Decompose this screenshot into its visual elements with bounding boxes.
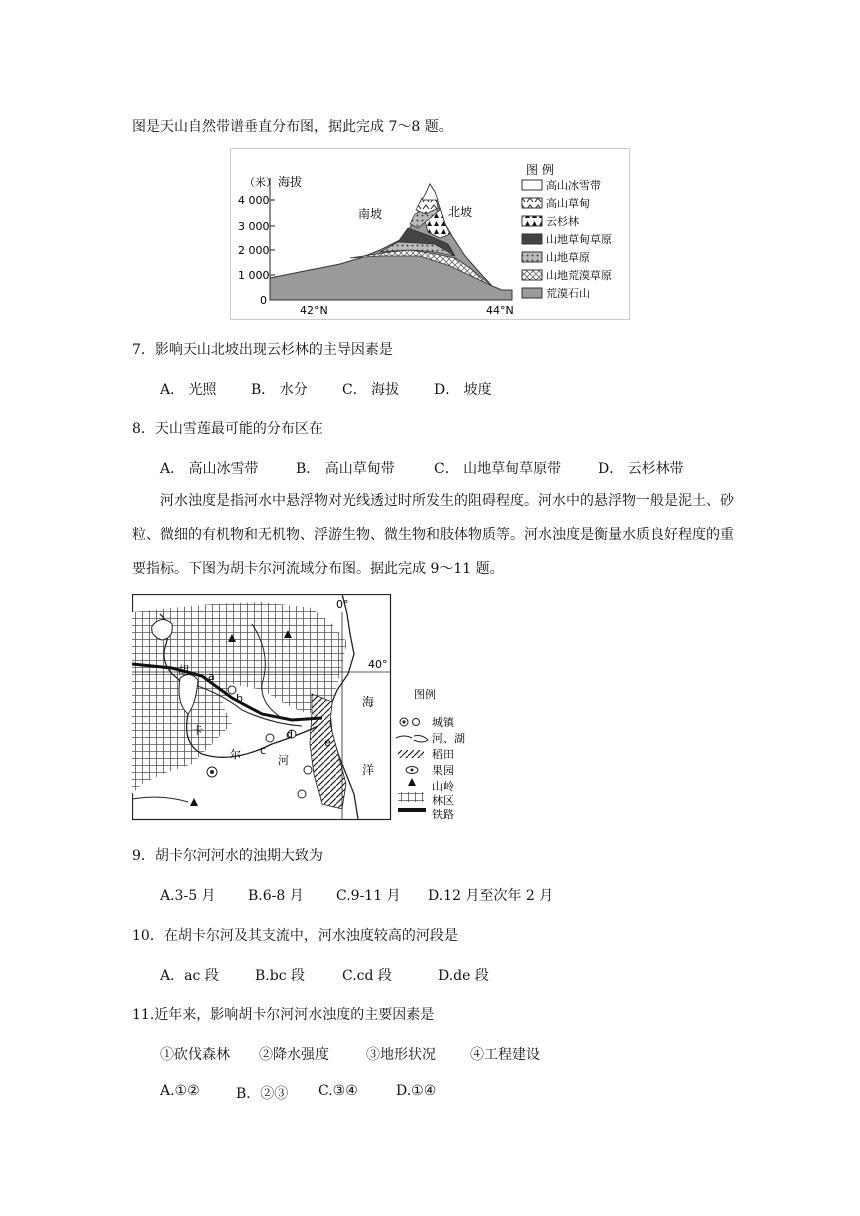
fig2-legend-item: 山岭 [432,780,454,793]
q8-stem: 8．天山雪莲最可能的分布区在 [132,421,323,437]
fig2-sea-char: 洋 [362,763,375,777]
fig2-legend-item: 林区 [432,794,454,807]
fig2-river-char: 尔 [230,748,241,761]
q11-option-c[interactable]: C.③④ [318,1083,358,1099]
q8-option-c[interactable]: C． 山地草甸草原带 [434,461,562,477]
fig2-legend-item: 稻田 [432,748,454,761]
q11-factor-3: ③地形状况 [366,1047,436,1063]
q7-stem: 7．影响天山北坡出现云杉林的主导因素是 [132,342,393,358]
fig1-y-unit: （米） [244,176,277,189]
fig1-north-label: 北坡 [448,205,473,219]
fig1-legend-item: 山地草原 [546,251,590,264]
q9-option-c[interactable]: C.9-11 月 [336,888,401,904]
fig2-point-d: d [286,728,293,741]
fig2-legend-item: 果园 [432,764,454,777]
fig1-legend-item: 高山草甸 [546,197,590,210]
fig1-legend-item: 山地荒漠草原 [546,269,612,282]
q7-option-d[interactable]: D． 坡度 [434,382,492,398]
fig2-point-c: c [260,744,267,757]
fig2-point-e: e [324,736,331,749]
fig2-sea-char: 海 [362,695,375,709]
fig2-legend-title: 图例 [414,688,436,701]
q8-option-b[interactable]: B． 高山草甸带 [296,461,395,477]
q7-option-c[interactable]: C． 海拔 [342,382,400,398]
q9-stem: 9．胡卡尔河河水的浊期大致为 [132,848,323,864]
fig2-lon-label: 0° [336,598,349,611]
q10-option-b[interactable]: B.bc 段 [255,968,305,984]
fig2-point-a: a [208,670,215,683]
fig2-point-b: b [236,692,243,705]
q10-option-d[interactable]: D.de 段 [438,968,489,984]
q11-factor-4: ④工程建设 [470,1047,540,1063]
q7-option-b[interactable]: B． 水分 [251,382,308,398]
q8-option-a[interactable]: A． 高山冰雪带 [160,461,259,477]
fig2-legend-item: 河、湖 [432,732,465,745]
tianshan-zone-figure [230,148,630,320]
fig1-xtick: 42°N [300,304,328,317]
q7-option-a[interactable]: A． 光照 [160,382,217,398]
fig2-legend-item: 铁路 [432,808,454,821]
fig1-south-label: 南坡 [358,207,383,221]
q9-option-b[interactable]: B.6-8 月 [248,888,304,904]
q9-option-a[interactable]: A.3-5 月 [160,888,216,904]
fig1-legend-item: 山地草甸草原 [546,233,612,246]
fig1-xtick: 44°N [486,304,514,317]
fig1-legend-item: 荒漠石山 [546,287,590,300]
q9-option-d[interactable]: D.12 月至次年 2 月 [428,888,554,904]
q11-stem: 11.近年来，影响胡卡尔河河水浊度的主要因素是 [132,1007,435,1023]
fig1-y-title: 海拔 [278,175,303,189]
fig1-ytick: 3 000 [238,220,270,233]
q10-option-a[interactable]: A．ac 段 [160,968,219,984]
q11-factor-2: ②降水强度 [259,1047,329,1063]
fig1-legend-item: 高山冰雪带 [546,179,601,192]
q8-option-d[interactable]: D． 云杉林带 [598,461,684,477]
fig1-ytick: 0 [260,294,267,307]
q11-factor-1: ①砍伐森林 [160,1047,230,1063]
q11-option-d[interactable]: D.①④ [396,1083,437,1099]
passage-text: 河水浊度是指河水中悬浮物对光线透过时所发生的阻碍程度。河水中的悬浮物一般是泥土、砂粒、微细的有机物和无机物、浮游生物、微生物和肢体物质等。河水浊度是衡量水质良好程度的重要指标。下图为胡卡尔河流域分布图。据此完成 9～11 题。 [132,493,734,577]
q10-option-c[interactable]: C.cd 段 [342,968,392,984]
river-basin-map [132,594,468,824]
fig1-ytick: 1 000 [238,269,270,282]
fig1-legend-title: 图 例 [526,163,554,177]
fig2-legend-item: 城镇 [432,716,454,729]
fig1-ytick: 4 000 [238,194,270,207]
q11-option-b[interactable]: B．②③ [236,1086,289,1102]
fig1-legend-item: 云杉林 [546,215,579,228]
q10-stem: 10．在胡卡尔河及其支流中，河水浊度较高的河段是 [132,928,458,944]
fig2-river-char: 河 [278,754,289,767]
fig2-river-char: 卡 [192,724,203,737]
fig1-ytick: 2 000 [238,244,270,257]
q11-option-a[interactable]: A.①② [160,1083,200,1099]
intro-text: 图是天山自然带谱垂直分布图，据此完成 7～8 题。 [132,119,453,135]
fig2-river-char: 胡 [178,664,189,677]
fig2-lat-label: 40° [368,658,388,671]
